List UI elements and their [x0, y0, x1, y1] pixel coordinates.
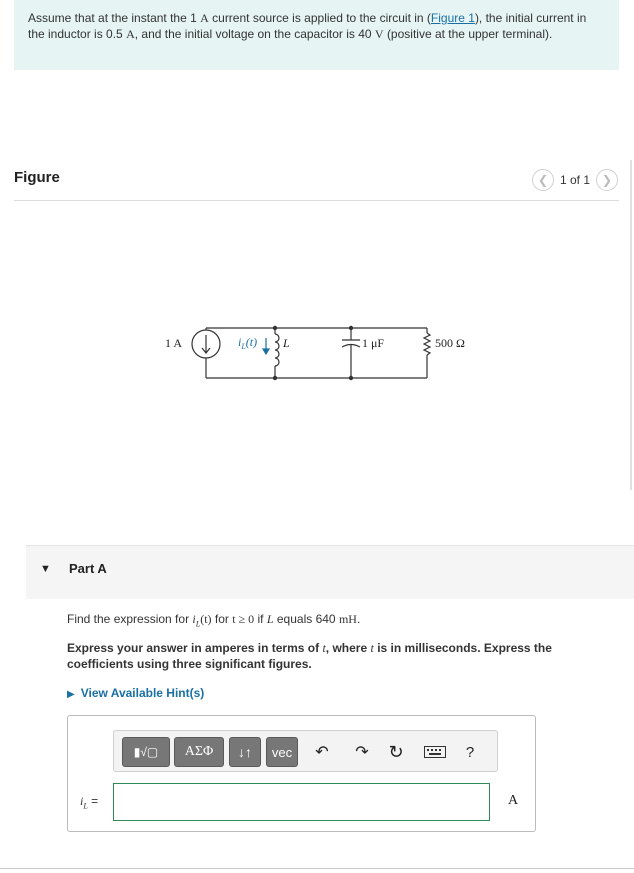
question-text: Find the expression for $i_L(t)$ for t ≥ 0 if L equals 640 mH. — [67, 612, 361, 629]
instruction-text: Express your answer in amperes in terms of t, where t is in milliseconds. Express the coefficients using three significant figures. — [67, 641, 552, 671]
figure-title: Figure — [14, 169, 60, 186]
view-hints-link[interactable]: ▶ View Available Hint(s) — [67, 686, 205, 700]
resistor-symbol — [424, 333, 430, 355]
panel-edge — [630, 160, 632, 490]
undo-icon[interactable]: ↶ — [315, 744, 329, 761]
caret-right-icon: ▶ — [67, 689, 75, 700]
figure-pager — [532, 169, 618, 191]
intro-text-1: Assume that at the instant the 1 — [28, 11, 197, 25]
keyboard-icon[interactable] — [422, 737, 448, 767]
caret-down-icon[interactable]: ▼ — [40, 563, 51, 575]
source-label: 1 A — [165, 336, 183, 350]
problem-statement — [14, 0, 619, 70]
inductor-symbol — [275, 334, 279, 366]
chevron-left-icon[interactable]: ❮ — [532, 169, 554, 191]
answer-variable-label: $i_L$ = — [80, 794, 99, 811]
intro-text-4: , and the initial voltage on the capacitor is 40 — [134, 27, 372, 41]
figure-divider — [14, 200, 619, 201]
reset-icon[interactable]: ↻ — [388, 741, 404, 762]
il-label: $i_L(t)$ — [238, 335, 258, 351]
intro-unit-volt: V — [374, 27, 384, 41]
part-a-header[interactable] — [26, 545, 634, 599]
figure-link[interactable]: Figure 1 — [430, 11, 475, 25]
figure-page-count: 1 of 1 — [559, 173, 590, 187]
page-divider — [0, 868, 634, 869]
answer-unit: A — [508, 793, 519, 808]
vector-button[interactable]: vec — [266, 737, 298, 767]
arrows-button[interactable]: ↓↑ — [229, 737, 261, 767]
resistor-label: 500 Ω — [435, 336, 465, 350]
help-button[interactable]: ? — [465, 743, 475, 761]
intro-unit-amp: A — [200, 11, 209, 25]
redo-icon[interactable]: ↷ — [355, 744, 369, 761]
chevron-right-icon[interactable]: ❯ — [596, 169, 618, 191]
intro-unit-amp-2: A — [126, 27, 135, 41]
intro-text-3: ), the initial current in the inductor is 0.5 — [28, 11, 587, 41]
capacitor-label: 1 μF — [362, 336, 385, 350]
part-a-label[interactable]: Part A — [69, 561, 107, 576]
intro-text-2: current source is applied to the circuit in ( — [212, 11, 431, 25]
templates-button[interactable]: ▮√▢ — [122, 737, 170, 767]
circuit-diagram — [155, 322, 475, 386]
intro-text-5: (positive at the upper terminal). — [386, 27, 553, 41]
answer-input[interactable] — [113, 783, 490, 821]
answer-panel — [67, 715, 536, 832]
inductor-label: L — [283, 336, 290, 350]
math-toolbar — [113, 730, 498, 772]
greek-symbols-button[interactable]: ΑΣΦ — [174, 737, 224, 767]
